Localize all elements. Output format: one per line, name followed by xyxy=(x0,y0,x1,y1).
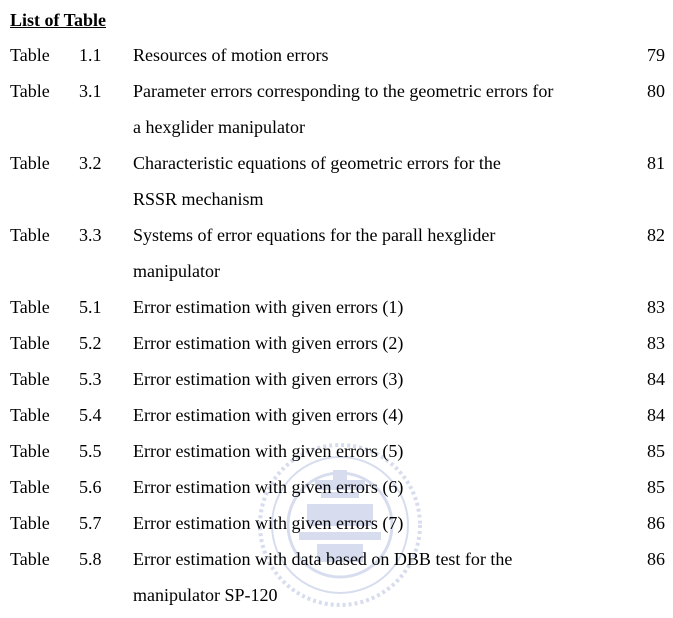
entry-page-number: 81 xyxy=(647,153,665,173)
entry-label: Table xyxy=(10,333,50,353)
entry-page-number: 84 xyxy=(647,405,665,425)
entry-page-number: 86 xyxy=(647,513,665,533)
entry-label: Table xyxy=(10,369,50,389)
entry-caption xyxy=(133,361,628,397)
entry-caption-line: Systems of error equations for the parall hexglider xyxy=(133,225,496,245)
entry-caption-line: Error estimation with given errors (5) xyxy=(133,441,404,461)
page-title: List of Table xyxy=(10,10,107,30)
entry-caption-line: Characteristic equations of geometric errors for the xyxy=(133,153,501,173)
entry-label: Table xyxy=(10,81,50,101)
entry-caption xyxy=(133,145,628,217)
entry-label: Table xyxy=(10,477,50,497)
entry-caption-line: RSSR mechanism xyxy=(133,189,264,209)
entry-number: 5.2 xyxy=(79,333,102,353)
entry-caption xyxy=(133,397,628,433)
entry-number: 3.1 xyxy=(79,81,102,101)
entry-page-number: 82 xyxy=(647,225,665,245)
entry-page-number: 86 xyxy=(647,549,665,569)
entry-caption-line: Error estimation with given errors (4) xyxy=(133,405,404,425)
entry-number: 3.3 xyxy=(79,225,102,245)
entry-page-number: 85 xyxy=(647,477,665,497)
entry-number: 3.2 xyxy=(79,153,102,173)
entry-page-number: 85 xyxy=(647,441,665,461)
entry-number: 5.5 xyxy=(79,441,102,461)
entry-number: 5.4 xyxy=(79,405,102,425)
entry-number: 5.8 xyxy=(79,549,102,569)
entry-number: 5.6 xyxy=(79,477,102,497)
entry-label: Table xyxy=(10,549,50,569)
entry-caption-line: manipulator xyxy=(133,261,220,281)
entry-caption-line: Error estimation with given errors (1) xyxy=(133,297,404,317)
entry-caption xyxy=(133,469,628,505)
entry-caption xyxy=(133,433,628,469)
entry-page-number: 84 xyxy=(647,369,665,389)
entry-page-number: 79 xyxy=(647,45,665,65)
entry-caption-line: Resources of motion errors xyxy=(133,45,329,65)
entry-label: Table xyxy=(10,405,50,425)
entry-caption-line: Error estimation with given errors (2) xyxy=(133,333,404,353)
entry-caption xyxy=(133,37,628,73)
entry-caption-line: Error estimation with given errors (3) xyxy=(133,369,404,389)
entry-label: Table xyxy=(10,45,50,65)
entry-number: 5.1 xyxy=(79,297,102,317)
entry-caption-line: Error estimation with given errors (7) xyxy=(133,513,404,533)
entry-number: 5.7 xyxy=(79,513,102,533)
entry-label: Table xyxy=(10,297,50,317)
entry-page-number: 83 xyxy=(647,297,665,317)
entry-caption xyxy=(133,505,628,541)
entry-label: Table xyxy=(10,441,50,461)
entry-caption xyxy=(133,73,628,145)
entry-label: Table xyxy=(10,225,50,245)
entry-page-number: 83 xyxy=(647,333,665,353)
entry-caption xyxy=(133,289,628,325)
entry-label: Table xyxy=(10,153,50,173)
entry-label: Table xyxy=(10,513,50,533)
entry-page-number: 80 xyxy=(647,81,665,101)
entry-caption xyxy=(133,541,628,613)
entry-caption-line: a hexglider manipulator xyxy=(133,117,305,137)
entry-caption-line: Parameter errors corresponding to the geometric errors for xyxy=(133,81,554,101)
entry-number: 5.3 xyxy=(79,369,102,389)
entry-caption xyxy=(133,217,628,289)
entry-caption xyxy=(133,325,628,361)
entry-caption-line: Error estimation with data based on DBB test for the xyxy=(133,549,513,569)
entry-caption-line: manipulator SP-120 xyxy=(133,585,278,605)
entry-caption-line: Error estimation with given errors (6) xyxy=(133,477,404,497)
entry-number: 1.1 xyxy=(79,45,102,65)
